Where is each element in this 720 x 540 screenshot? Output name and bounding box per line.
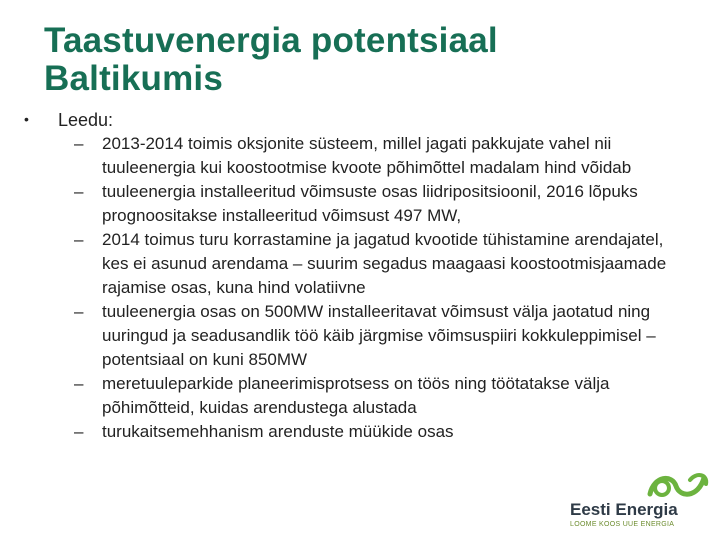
sub-bullet-item: – tuuleenergia installeeritud võimsuste osas liidripositsioonil, 2016 lõpuks prognoositakse installeeritud võimsust 497 MW,	[74, 182, 638, 225]
sub-bullet-text: 2014 toimus turu korrastamine ja jagatud kvootide tühistamine arendajatel, kes ei asunud arendama – suurim segadus maagaasi koostootmisjaamade rajamise osas, kuna hind volatiivne	[102, 230, 667, 297]
sub-bullet-item: – tuuleenergia osas on 500MW installeeritavat võimsust välja jaotatud ning uuringud ja seadusandlik töö käib järgmise võimsuspiiri kokkuleppimisel – potentsiaal on kuni 850MW	[74, 302, 656, 369]
logo-brand-name: Eesti Energia	[570, 500, 678, 519]
sub-bullet-text: meretuuleparkide planeerimisprotsess on töös ning töötatakse välja põhimõtteid, kuidas arendustega alustada	[102, 374, 610, 417]
sub-bullet-item: – 2013-2014 toimis oksjonite süsteem, millel jagati pakkujate vahel nii tuuleenergia kui koostootmise kvoote põhimõttel madalam hind võidab	[74, 134, 632, 177]
sub-bullet-text: tuuleenergia installeeritud võimsuste osas liidripositsioonil, 2016 lõpuks prognoositakse installeeritud võimsust 497 MW,	[102, 182, 638, 225]
slide-title-line-2: Baltikumis	[44, 59, 223, 98]
bullet-marker: •	[24, 111, 29, 127]
logo-tagline: LOOME KOOS UUE ENERGIA	[570, 521, 675, 528]
sub-bullet-item: – 2014 toimus turu korrastamine ja jagatud kvootide tühistamine arendajatel, kes ei asunud arendama – suurim segadus maagaasi koostootmisjaamade rajamise osas, kuna hind volatiivne	[74, 230, 667, 297]
slide-title-line-1: Taastuvenergia potentsiaal	[44, 21, 498, 60]
eesti-energia-logo	[566, 470, 716, 532]
sub-bullet-item: – turukaitsemehhanism arenduste müükide osas	[74, 422, 454, 441]
bullet-leedu	[24, 108, 113, 131]
sub-bullet-list	[70, 132, 682, 444]
slide-title	[44, 22, 684, 98]
sub-bullet-text: tuuleenergia osas on 500MW installeeritavat võimsust välja jaotatud ning uuringud ja seadusandlik töö käib järgmise võimsuspiiri kokkuleppimisel – potentsiaal on kuni 850MW	[102, 302, 656, 369]
sub-bullet-text: turukaitsemehhanism arenduste müükide osas	[102, 422, 454, 441]
eesti-energia-logo-mark-icon	[646, 470, 710, 502]
sub-bullet-text: 2013-2014 toimis oksjonite süsteem, millel jagati pakkujate vahel nii tuuleenergia kui koostootmise kvoote põhimõttel madalam hind võidab	[102, 134, 632, 177]
sub-bullet-item: – meretuuleparkide planeerimisprotsess on töös ning töötatakse välja põhimõtteid, kuidas arendustega alustada	[74, 374, 610, 417]
bullet-label: Leedu:	[58, 110, 114, 130]
